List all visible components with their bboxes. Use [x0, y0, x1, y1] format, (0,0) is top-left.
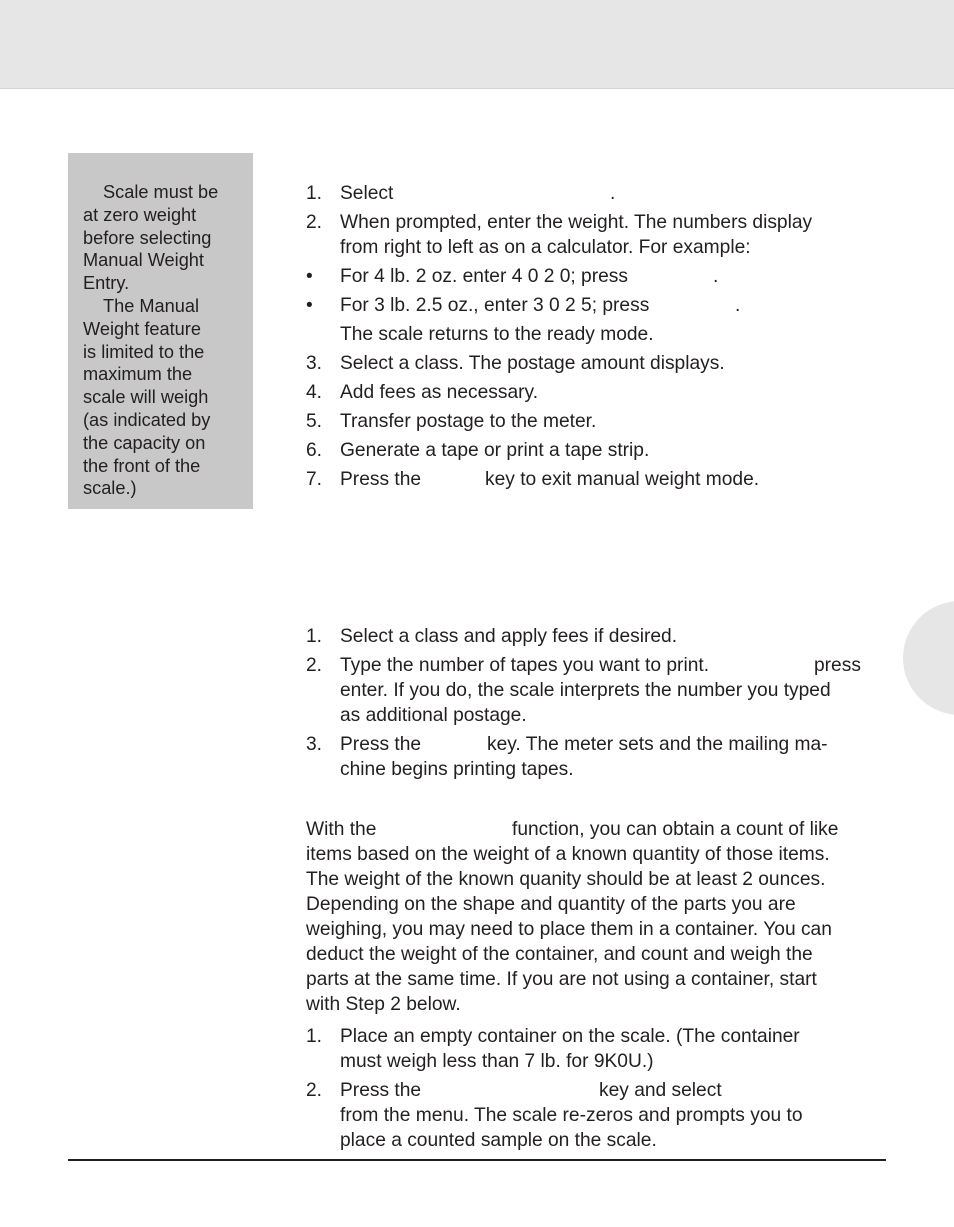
step-number: 4. [306, 382, 323, 403]
step-text: When prompted, enter the weight. The numbers display [340, 212, 813, 233]
step-text: enter. If you do, the scale interprets the number you typed [340, 680, 831, 701]
step-number: 3. [306, 734, 323, 755]
note-paragraph-max-weight: The Manual Weight feature is limited to the maximum the scale will weigh (as indicated by the capacity on the front of the scale.) [83, 295, 211, 499]
intro-text: With the [306, 819, 377, 840]
step-text: Transfer postage to the meter. [340, 411, 597, 432]
step-number: 1. [306, 1026, 323, 1047]
step-text: key and select [599, 1080, 722, 1101]
chapter-side-tab [903, 601, 954, 715]
step-number: 1. [306, 183, 323, 204]
bullet-text-end: . [713, 266, 719, 287]
step-text: Type the number of tapes you want to print. [340, 655, 710, 676]
step-text: place a counted sample on the scale. [340, 1130, 657, 1151]
step-text: Select a class. The postage amount displays. [340, 353, 725, 374]
step-text: chine begins printing tapes. [340, 759, 574, 780]
step-text: as additional postage. [340, 705, 527, 726]
step-text-end: . [610, 183, 616, 204]
step-text: Select a class and apply fees if desired. [340, 626, 678, 647]
step-number: 1. [306, 626, 323, 647]
step-text: Select [340, 183, 394, 204]
step-text: Add fees as necessary. [340, 382, 539, 403]
step-number: 2. [306, 655, 323, 676]
step-number: 6. [306, 440, 323, 461]
intro-text: deduct the weight of the container, and count and weigh the [306, 944, 813, 965]
bullet-icon: • [306, 266, 313, 287]
step-text: press [814, 655, 861, 676]
note-paragraph-zero-weight: Scale must be at zero weight before selecting Manual Weight Entry. [83, 182, 219, 294]
footer-rule [68, 1159, 886, 1161]
intro-text: items based on the weight of a known quantity of those items. [306, 844, 830, 865]
bullet-text-end: . [735, 295, 741, 316]
intro-text: weighing, you may need to place them in a container. You can [306, 919, 832, 940]
step-text: Press the [340, 734, 422, 755]
step-number: 2. [306, 212, 323, 233]
step-text: Press the [340, 1080, 422, 1101]
intro-text: The weight of the known quanity should be at least 2 ounces. [306, 869, 826, 890]
step-text: key. The meter sets and the mailing ma- [487, 734, 828, 755]
bullet-text: For 3 lb. 2.5 oz., enter 3 0 2 5; press [340, 295, 650, 316]
step-text: The scale returns to the ready mode. [340, 324, 654, 345]
step-number: 3. [306, 353, 323, 374]
step-number: 7. [306, 469, 323, 490]
page-header-band [0, 0, 954, 89]
step-text: Press the [340, 469, 422, 490]
step-text: Place an empty container on the scale. (The container [340, 1026, 800, 1047]
step-text: from right to left as on a calculator. For example: [340, 237, 751, 258]
bullet-text: For 4 lb. 2 oz. enter 4 0 2 0; press [340, 266, 628, 287]
step-text: key to exit manual weight mode. [485, 469, 760, 490]
step-text: from the menu. The scale re-zeros and prompts you to [340, 1105, 803, 1126]
intro-text: Depending on the shape and quantity of the parts you are [306, 894, 796, 915]
step-number: 5. [306, 411, 323, 432]
step-text: Generate a tape or print a tape strip. [340, 440, 650, 461]
note-sidebar [68, 153, 253, 509]
intro-text: with Step 2 below. [306, 994, 461, 1015]
intro-text: parts at the same time. If you are not using a container, start [306, 969, 817, 990]
step-number: 2. [306, 1080, 323, 1101]
step-text: must weigh less than 7 lb. for 9K0U.) [340, 1051, 654, 1072]
intro-text: function, you can obtain a count of like [512, 819, 839, 840]
bullet-icon: • [306, 295, 313, 316]
